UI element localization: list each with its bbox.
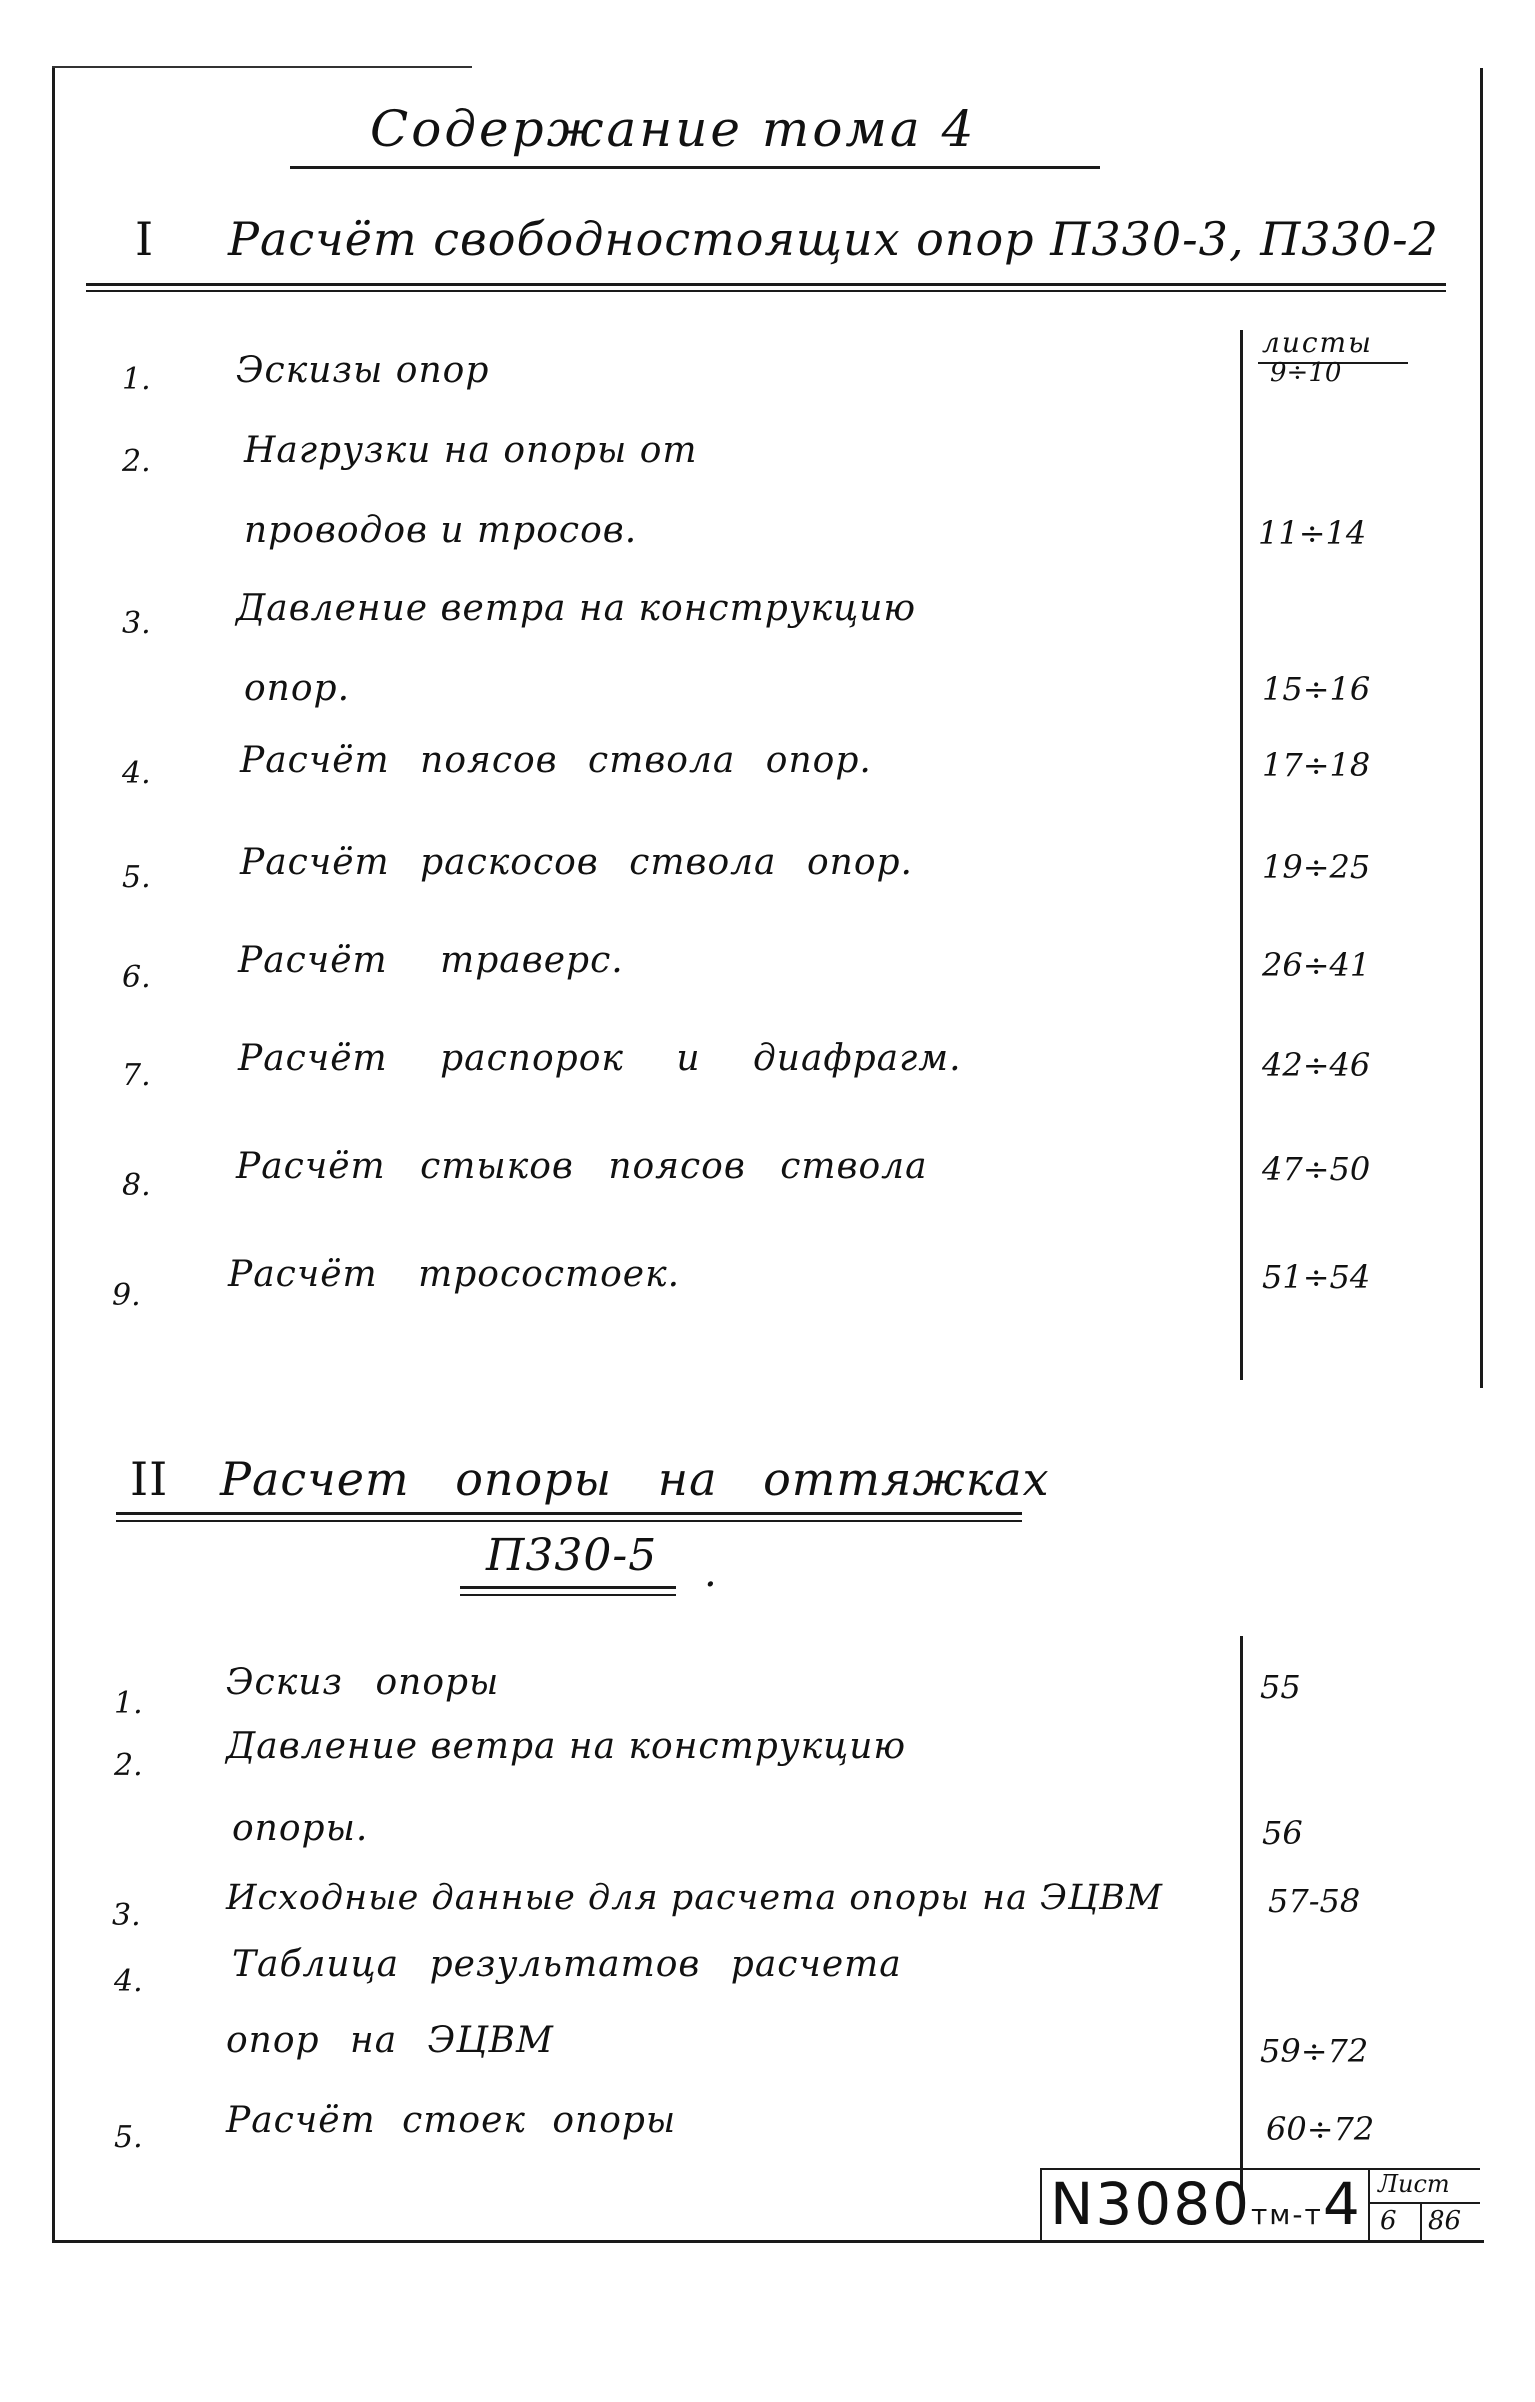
item-text: Эскиз опоры <box>226 1662 500 1703</box>
sheets-column-header: листы <box>1262 326 1373 359</box>
section1-number: I <box>135 212 155 266</box>
item-sheets: 59÷72 <box>1260 2032 1369 2070</box>
item-text: Таблица результатов расчета <box>232 1944 902 1985</box>
section1-underline-2 <box>86 290 1446 292</box>
section2-heading: Расчет опоры на оттяжках <box>220 1452 1050 1506</box>
item-number: 2. <box>122 444 151 479</box>
item-number: 7. <box>122 1058 151 1093</box>
item-text: Расчёт тросостоек. <box>228 1254 681 1295</box>
stamp-border-divider <box>1368 2168 1370 2240</box>
item-number: 1. <box>122 362 151 397</box>
frame-top-line <box>52 66 472 68</box>
item-text: Давление ветра на конструкцию <box>226 1726 907 1767</box>
item-text: Исходные данные для расчета опоры на ЭЦВМ <box>226 1878 1163 1918</box>
item-sheets: 47÷50 <box>1262 1150 1371 1188</box>
item-text: Давление ветра на конструкцию <box>236 588 917 629</box>
item-number: 1. <box>114 1686 143 1721</box>
section2-subheading-underline-2 <box>460 1594 676 1596</box>
document-code-suffix: тм-т <box>1251 2198 1323 2231</box>
item-sheets: 56 <box>1262 1814 1303 1852</box>
item-text-continued: опор. <box>244 668 351 709</box>
item-number: 4. <box>122 756 151 791</box>
item-text: Расчёт поясов ствола опор. <box>240 740 872 781</box>
item-sheets: 42÷46 <box>1262 1046 1371 1084</box>
item-text: Расчёт раскосов ствола опор. <box>240 842 913 883</box>
title-block-stamp <box>1040 2168 1480 2240</box>
total-sheets: 86 <box>1428 2206 1462 2236</box>
item-text: Нагрузки на опоры от <box>244 430 698 471</box>
item-sheets: 60÷72 <box>1266 2110 1375 2148</box>
item-sheets: 11÷14 <box>1258 514 1367 552</box>
document-code-prefix: N3080 <box>1050 2170 1251 2238</box>
item-number: 2. <box>114 1748 143 1783</box>
stamp-border-horizontal <box>1368 2202 1480 2204</box>
item-number: 6. <box>122 960 151 995</box>
document-title: Содержание тома 4 <box>370 100 977 158</box>
item-text-continued: проводов и тросов. <box>244 510 638 551</box>
item-text: Расчёт распорок и диафрагм. <box>238 1038 962 1079</box>
section1-underline <box>86 283 1446 286</box>
stamp-border-left <box>1040 2168 1042 2240</box>
trailing-dot: . <box>704 1550 717 1596</box>
item-sheets: 26÷41 <box>1262 946 1371 984</box>
document-code-volume: 4 <box>1322 2170 1362 2238</box>
item-text: Эскизы опор <box>236 350 490 391</box>
item-number: 5. <box>114 2120 143 2155</box>
sheet-number: 6 <box>1380 2206 1397 2236</box>
section2-subheading: П330-5 <box>486 1530 658 1581</box>
item-text: Расчёт стыков поясов ствола <box>236 1146 928 1187</box>
item-text-continued: опор на ЭЦВМ <box>226 2020 554 2061</box>
frame-right-line <box>1480 68 1483 1388</box>
item-number: 3. <box>112 1898 141 1933</box>
document-code <box>1050 2172 1362 2247</box>
item-sheets: 51÷54 <box>1262 1258 1371 1296</box>
sheet-label: Лист <box>1378 2170 1450 2198</box>
item-number: 9. <box>112 1278 141 1313</box>
section1-heading: Расчёт свободностоящих опор П330-3, П330-2 <box>228 212 1439 266</box>
section2-subheading-underline <box>460 1586 676 1589</box>
item-sheets: 15÷16 <box>1262 670 1371 708</box>
item-sheets: 17÷18 <box>1262 746 1371 784</box>
item-sheets: 19÷25 <box>1262 848 1371 886</box>
title-underline <box>290 166 1100 169</box>
item-sheets: 55 <box>1260 1668 1301 1706</box>
frame-left-line <box>52 68 55 2243</box>
section2-underline-2 <box>116 1520 1022 1522</box>
item-text: Расчёт стоек опоры <box>226 2100 677 2141</box>
stamp-border-sheet-divider <box>1420 2202 1422 2240</box>
item-text-continued: опоры. <box>232 1808 369 1849</box>
item-text: Расчёт траверс. <box>238 940 624 981</box>
section2-column-divider <box>1240 1636 1243 2206</box>
section1-column-divider <box>1240 330 1243 1380</box>
sheets-range: 9÷10 <box>1270 358 1342 388</box>
item-sheets: 57-58 <box>1268 1882 1361 1920</box>
item-number: 4. <box>114 1964 143 1999</box>
item-number: 5. <box>122 860 151 895</box>
item-number: 3. <box>122 606 151 641</box>
section2-underline <box>116 1512 1022 1515</box>
section2-number: II <box>130 1452 169 1506</box>
item-number: 8. <box>122 1168 151 1203</box>
